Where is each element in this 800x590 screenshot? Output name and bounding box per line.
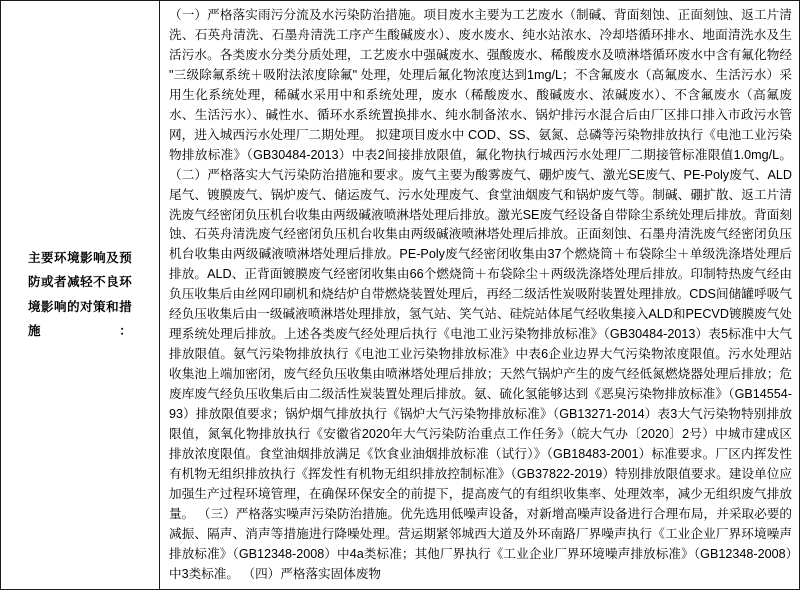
row-label-text: 主要环境影响及预防或者减轻不良环境影响的对策和措施： <box>28 251 132 339</box>
row-body-cell <box>160 1 800 590</box>
table-row <box>1 1 800 590</box>
row-label-cell <box>1 1 160 590</box>
measures-paragraph: （一）严格落实雨污分流及水污染防治措施。项目废水主要为工艺废水（制碱、背面刻蚀、正面刻蚀、返工片清洗、石英舟清洗、石墨舟清洗工序产生酸碱废水）、废水废水、纯水站浓水、冷却塔循环排水、地面清洗水及生活污水。各类废水分类分质处理，工艺废水中强碱废水、强酸废水、稀酸废水及喷淋塔循环废水中含有氟化物经 "三级除氟系统＋吸附法浓度除氟" 处理，处理后氟化物浓度达到1mg/L；不含氟废水（高氟废水、生活污水）采用生化系统处理，稀碱水采用中和系统处理，废水（稀酸废水、酸碱废水、浓碱废水）、不含氟废水（高氟废水、生活污水）、碱性水、循环水系统置换排水、纯水制备浓水、锅炉排污水混合后由厂区排口排入市政污水管网，进入城西污水处理厂二期处理。 拟建项目废水中 COD、SS、氨氮、总磷等污染物排放执行《电池工业污染物排放标准》（GB30484-2013）中表2间接排放限值，氟化物执行城西污水处理厂二期接管标准限值1.0mg/L。 （二）严格落实大气污染防治措施和要求。废气主要为酸雾废气、硼炉废气、激光SE废气、PE-Poly废气、ALD尾气、镀膜废气、锅炉废气、储运废气、污水处理废气、食堂油烟废气和锅炉废气等。制碱、硼扩散、返工片清洗废气经密闭负压机台收集由两级碱液喷淋塔处理后排放。激光SE废气经设备自带除尘系统处理后排放。背面刻蚀、石英舟清洗废气经密闭负压机台收集由两级碱液喷淋塔处理后排放。正面刻蚀、石墨舟清洗废气经密闭负压机台收集由两级碱液喷淋塔处理后排放。PE-Poly废气经密闭收集由37个燃烧筒＋布袋除尘＋单级洗涤塔处理后排放。ALD、正背面镀膜废气经密闭收集由66个燃烧筒＋布袋除尘＋两级洗涤塔处理后排放。印制特热废气经由负压收集后由丝网印刷机和烧结炉自带燃烧装置处理后，再经二级活性炭吸附装置处理排放。CDS间储罐呼吸气经负压收集后由一级碱液喷淋塔处理排放，氢气站、笑气站、硅烷站体尾气经收集接入ALD和PECVD镀膜废气处理系统处理后排放。上述各类废气经处理后执行《电池工业污染物排放标准》（GB30484-2013）表5标准中大气排放限值。氨气污染物排放执行《电池工业污染物排放标准》中表6企业边界大气污染物浓度限值。污水处理站收集池上端加密闭，废气经负压收集由喷淋塔处理后排放；天然气锅炉产生的废气经低氮燃烧器处理后排放；危废库废气经负压收集后由二级活性炭装置处理后排放。氨、硫化氢能够达到《恶臭污染物排放标准》（GB14554-93）排放限值要求；锅炉烟气排放执行《锅炉大气污染物排放标准》（GB13271-2014）表3大气污染物特别排放限值，氮氧化物排放执行《安徽省2020年大气污染防治重点工作任务》（皖大气办〔2020〕2号）中城市建成区排放浓度限值。食堂油烟排放满足《饮食业油烟排放标准（试行）》（GB18483-2001）标准要求。厂区内挥发性有机物无组织排放执行《挥发性有机物无组织排放控制标准》（GB37822-2019）特别排放限值要求。建设单位应加强生产过程环境管理，在确保环保安全的前提下，提高废气的有组织收集率、处理效率，减少无组织废气排放量。 （三）严格落实噪声污染防治措施。优先选用低噪声设备，对新增高噪声设备进行合理布局，并采取必要的减振、隔声、消声等措施进行降噪处理。营运期紧邻城西大道及外环南路厂界噪声执行《工业企业厂界环境噪声排放标准》（GB12348-2008）中4a类标准；其他厂界执行《工业企业厂界环境噪声排放标准》（GB12348-2008）中3类标准。 （四）严格落实固体废物 <box>169 8 792 581</box>
